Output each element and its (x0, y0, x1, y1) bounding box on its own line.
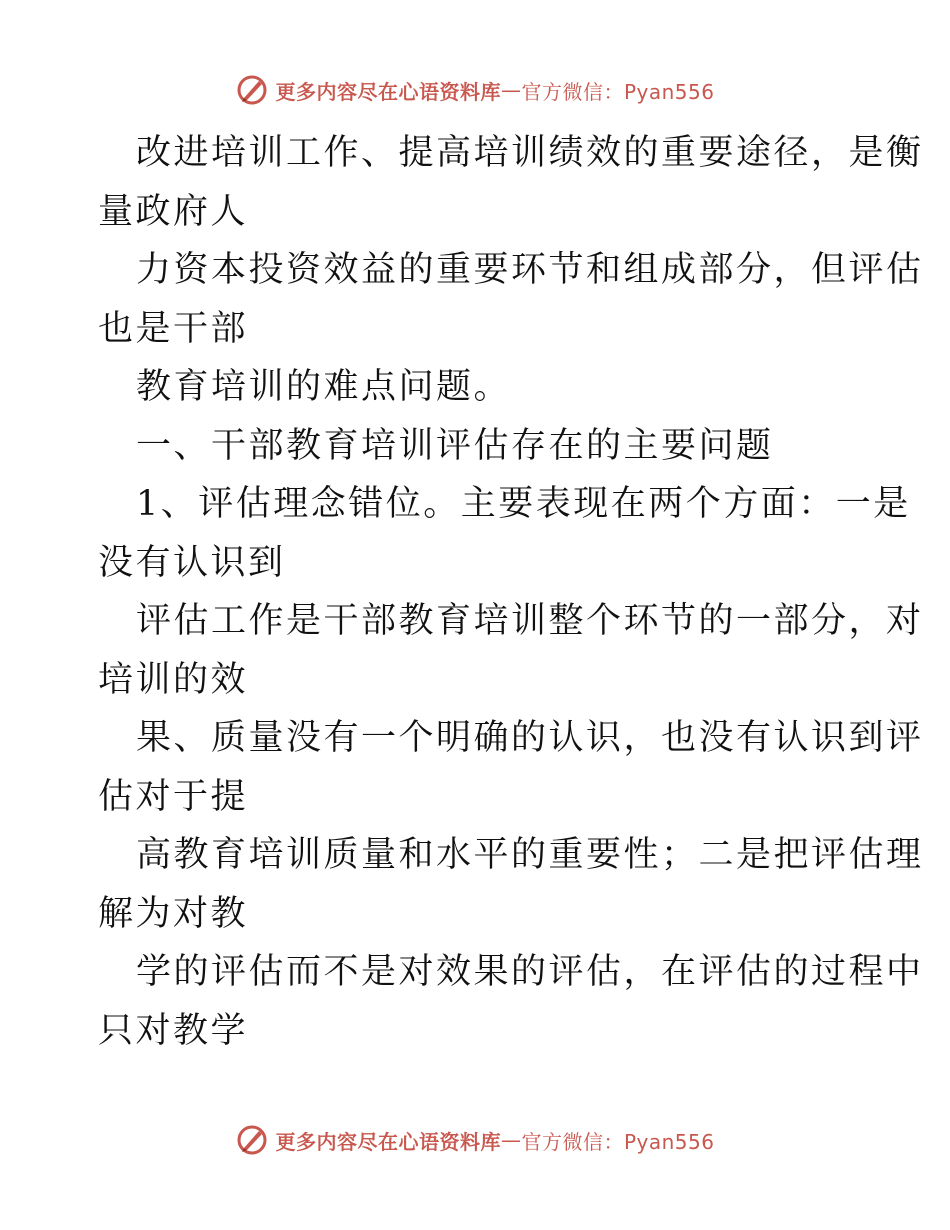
section-heading: 一、干部教育培训评估存在的主要问题 (136, 425, 774, 466)
text-line: 力资本投资效益的重要环节和组成部分，但评估 (136, 250, 924, 290)
document-body (98, 124, 924, 1060)
text-line: 1、评估理念错位。主要表现在两个方面：一是 (136, 484, 911, 524)
text-line: 没有认识到 (98, 542, 286, 583)
text-line: 培训的效 (98, 659, 249, 700)
header-watermark (0, 70, 950, 110)
text-line: 学的评估而不是对效果的评估，在评估的过程中 (136, 952, 924, 992)
text-line: 也是干部 (98, 308, 249, 349)
text-line: 只对教学 (98, 1010, 249, 1051)
watermark-main-text: 更多内容尽在心语资料库 (275, 1129, 501, 1154)
watermark-separator: — (500, 1128, 522, 1152)
quill-pen-circle-icon (235, 1123, 269, 1157)
text-line: 量政府人 (98, 191, 249, 232)
watermark-wechat-text: 官方微信：Pyan556 (521, 79, 715, 104)
text-line: 果、质量没有一个明确的认识，也没有认识到评 (136, 718, 924, 758)
quill-pen-circle-icon (235, 73, 269, 107)
text-line: 评估工作是干部教育培训整个环节的一部分，对 (136, 601, 924, 641)
watermark-main-text: 更多内容尽在心语资料库 (275, 79, 501, 104)
text-line: 教育培训的难点问题。 (136, 367, 512, 407)
text-line: 高教育培训质量和水平的重要性；二是把评估理 (136, 835, 924, 875)
watermark-wechat-text: 官方微信：Pyan556 (521, 1129, 715, 1154)
footer-watermark (0, 1120, 950, 1160)
text-line: 估对于提 (98, 776, 249, 817)
watermark-separator: — (500, 78, 522, 102)
text-line: 改进培训工作、提高培训绩效的重要途径，是衡 (136, 133, 924, 173)
text-line: 解为对教 (98, 893, 249, 934)
